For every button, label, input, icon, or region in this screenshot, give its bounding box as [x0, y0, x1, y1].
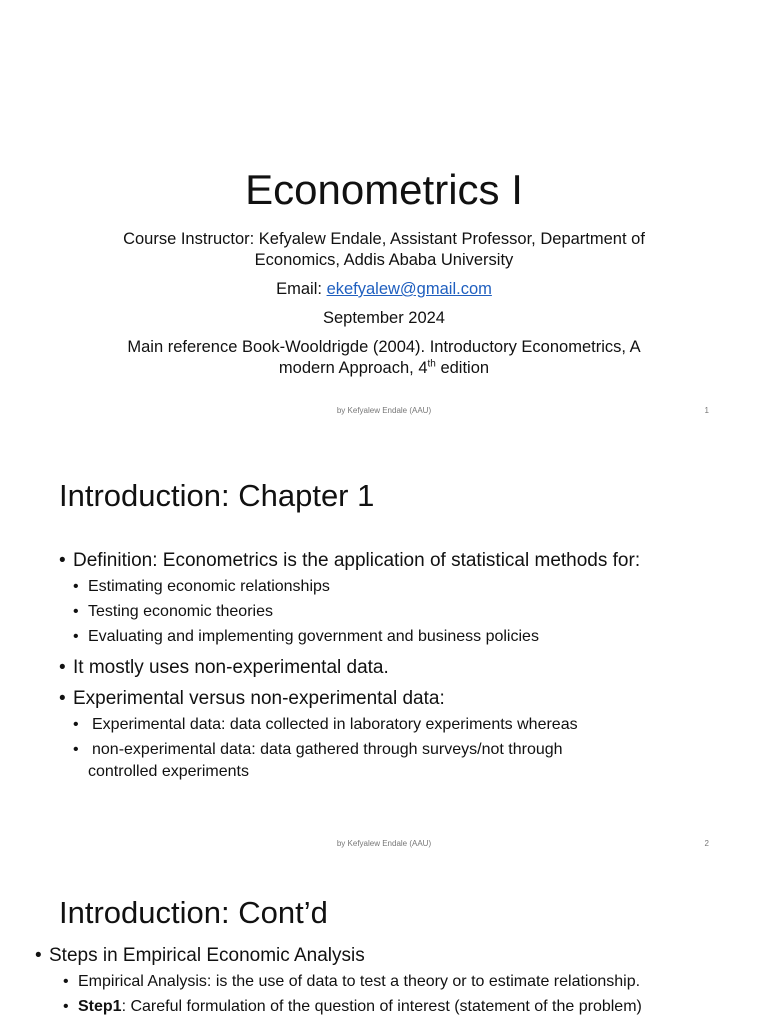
- bullet-text: Steps in Empirical Economic Analysis: [49, 945, 365, 966]
- bullet-item: • It mostly uses non-experimental data.: [59, 657, 719, 679]
- sub-bullet-list: [63, 971, 735, 1018]
- step-label: Step1: [78, 998, 122, 1015]
- subtitle-block: [100, 229, 668, 387]
- slide-heading: Introduction: Cont’d: [59, 895, 328, 930]
- page-number: 1: [704, 406, 709, 415]
- email-label: Email:: [276, 280, 327, 298]
- sub-bullet-list: [73, 576, 719, 648]
- footer-author: by Kefyalew Endale (AAU): [336, 406, 432, 415]
- bullet-list: [59, 550, 719, 792]
- sub-bullet-list: [73, 714, 719, 783]
- email-link[interactable]: ekefyalew@gmail.com: [326, 280, 492, 298]
- sub-bullet-text-continued: controlled experiments: [88, 763, 249, 780]
- slide-title: Econometrics I: [245, 166, 523, 213]
- sub-bullet-text: Experimental data: data collected in laboratory experiments whereas: [92, 716, 578, 733]
- sub-bullet-item: • Evaluating and implementing government and business policies: [73, 626, 719, 648]
- bullet-list: [35, 945, 735, 1024]
- slide-3: [0, 864, 768, 1024]
- email-line: [100, 279, 668, 300]
- sub-bullet-item: [73, 714, 719, 736]
- page-number: 2: [704, 839, 709, 848]
- slide-heading: Introduction: Chapter 1: [59, 478, 375, 513]
- bullet-text: Definition: Econometrics is the application of statistical methods for:: [73, 550, 641, 571]
- sub-bullet-item: • Empirical Analysis: is the use of data to test a theory or to estimate relationship.: [63, 971, 735, 993]
- slide-2: [0, 432, 768, 864]
- footer-author: by Kefyalew Endale (AAU): [336, 839, 432, 848]
- step-text: : Careful formulation of the question of interest (statement of the problem): [121, 998, 642, 1015]
- reference-line: [100, 337, 668, 379]
- sub-bullet-item: [73, 739, 719, 783]
- bullet-item: [35, 945, 735, 1018]
- sub-bullet-item: • Testing economic theories: [73, 601, 719, 623]
- bullet-text: Experimental versus non-experimental data:: [73, 688, 445, 709]
- sub-bullet-item: • Estimating economic relationships: [73, 576, 719, 598]
- reference-superscript: th: [427, 358, 436, 370]
- reference-tail: edition: [435, 359, 490, 377]
- sub-bullet-text: non-experimental data: data gathered through surveys/not through: [92, 741, 563, 758]
- bullet-item: [59, 550, 719, 648]
- bullet-item: [59, 688, 719, 783]
- instructor-line: Course Instructor: Kefyalew Endale, Assistant Professor, Department of Economics, Addis Ababa University: [123, 230, 645, 269]
- reference-main: Main reference Book-Wooldrigde (2004). Introductory Econometrics, A modern Approach, 4: [127, 338, 641, 377]
- slide-1: [0, 0, 768, 432]
- date-line: September 2024: [322, 309, 445, 327]
- sub-bullet-item: [63, 996, 735, 1018]
